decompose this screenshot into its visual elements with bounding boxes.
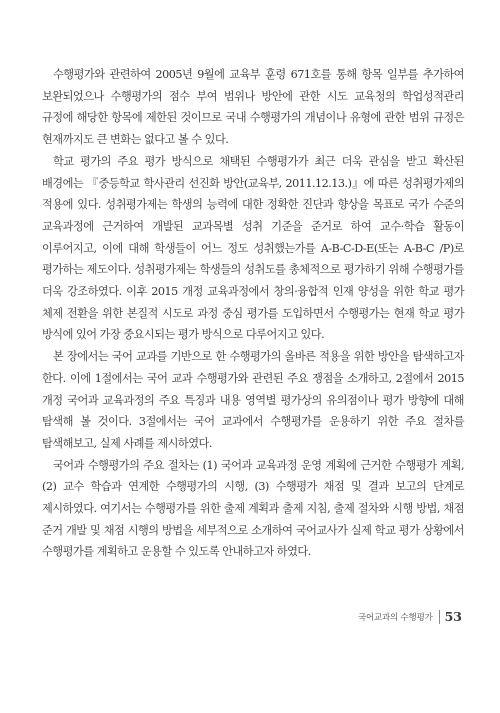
body-text bbox=[42, 64, 464, 563]
paragraph-3: 본 장에서는 국어 교과를 기반으로 한 수행평가의 올바른 적용을 위한 방안을 탐색하고자 한다. 이에 1절에서는 국어 교과 수행평가와 관련된 주요 쟁점을 소개하고, 2절에서 2015 개정 국어과 교육과정의 주요 특징과 내용 영역별 평가상의 유의점이나 평가 방향에 대해 탐색해 볼 것이다. 3절에서는 국어 교과에서 수행평가를 운용하기 위한 주요 절차를 탐색해보고, 실제 사례를 제시하였다. bbox=[42, 350, 464, 450]
paragraph-2: 학교 평가의 주요 평가 방식으로 채택된 수행평가가 최근 더욱 관심을 받고 확산된 배경에는 『중등학교 학사관리 선진화 방안(교육부, 2011.12.13.)』에 따른 성취평가제의 적용에 있다. 성취평가제는 학생의 능력에 대한 정확한 진단과 향상을 목표로 국가 수준의 교육과정에 근거하여 개발된 교과목별 성취 기준을 준거로 하여 교수·학습 활동이 이루어지고, 이에 대해 학생들이 어느 정도 성취했는가를 A-B-C-D-E(또는 A-B-C /P)로 평가하는 제도이다. 성취평가제는 학생들의 성취도를 총체적으로 평가하기 위해 수행평가를 더욱 강조하였다. 이후 2015 개정 교육과정에서 창의·융합적 인재 양성을 위한 학교 평가 체제 전환을 위한 본질적 시도로 과정 중심 평가를 도입하면서 수행평가는 현재 학교 평가 방식에 있어 가장 중요시되는 평가 방식으로 다루어지고 있다. bbox=[42, 154, 464, 342]
page-number: 53 bbox=[444, 609, 462, 624]
footer-divider bbox=[439, 610, 440, 624]
paragraph-4: 국어과 수행평가의 주요 절차는 (1) 국어과 교육과정 운영 계획에 근거한 수행평가 계획, (2) 교수 학습과 연계한 수행평가의 시행, (3) 수행평가 채점 및 결과 보고의 단계로 제시하였다. 여기서는 수행평가를 위한 출제 계획과 출제 지침, 출제 절차와 시행 방법, 채점 준거 개발 및 채점 시행의 방법을 세부적으로 소개하여 국어교사가 실제 학교 평가 상황에서 수행평가를 계획하고 운용할 수 있도록 안내하고자 하였다. bbox=[42, 458, 464, 559]
page-footer bbox=[358, 609, 462, 624]
paragraph-1: 수행평가와 관련하여 2005년 9월에 교육부 훈령 671호를 통해 항목 일부를 추가하여 보완되었으나 수행평가의 점수 부여 범위나 방안에 관한 시도 교육청의 학업성적관리 규정에 해당한 항목에 제한된 것이므로 국내 수행평가의 개념이나 유형에 관한 범위 규정은 현재까지도 큰 변화는 없다고 볼 수 있다. bbox=[42, 68, 464, 147]
running-head: 국어교과의 수행평가 bbox=[357, 612, 433, 623]
